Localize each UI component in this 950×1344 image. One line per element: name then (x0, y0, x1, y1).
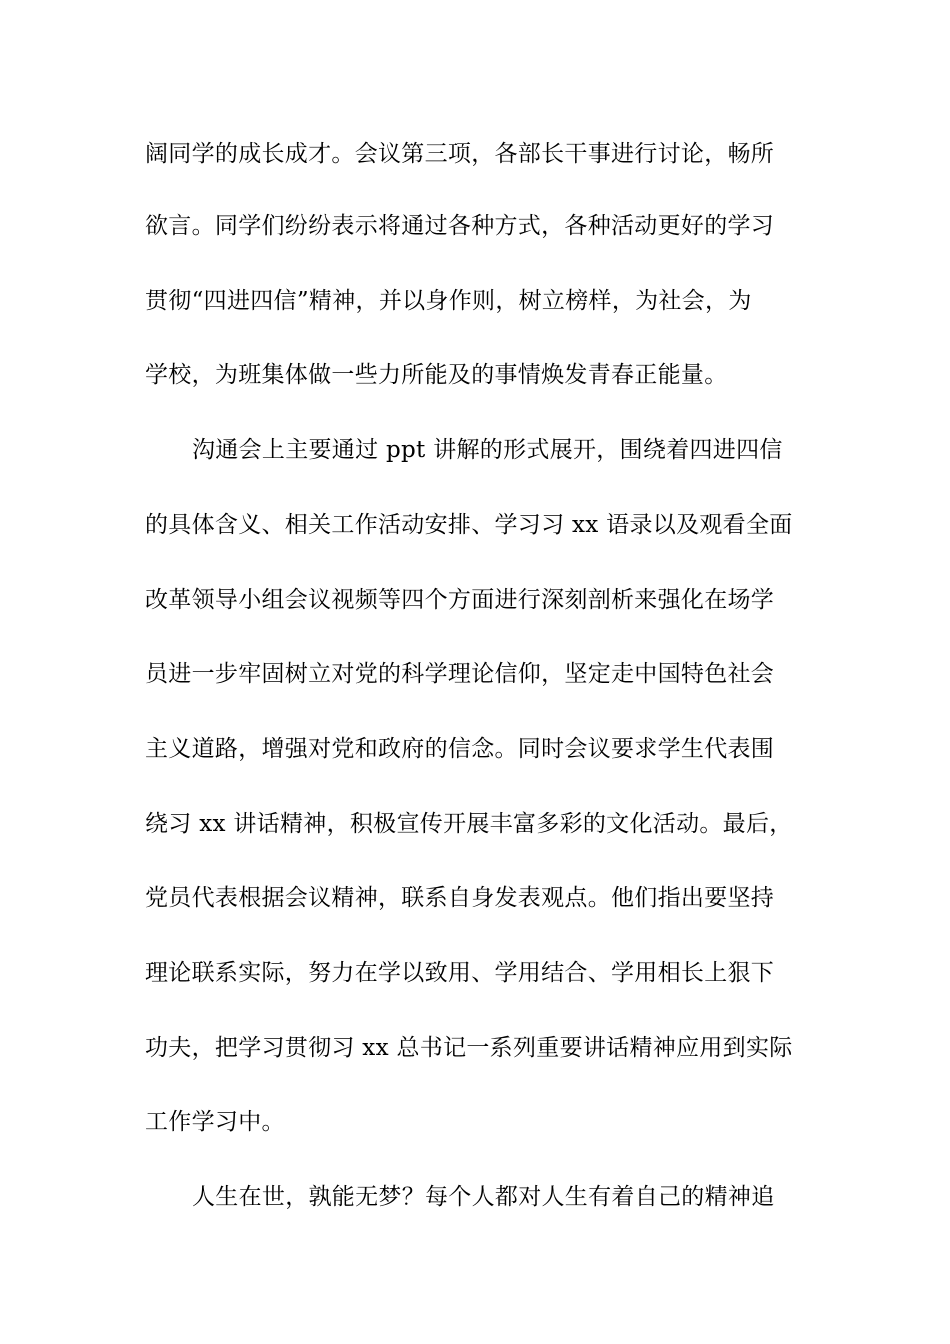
text-line: 改革领导小组会议视频等四个方面进行深刻剖析来强化在场学 (145, 587, 775, 613)
text-line: 的具体含义、相关工作活动安排、学习习 xx 语录以及观看全面 (145, 512, 793, 538)
text-line: 工作学习中。 (145, 1109, 285, 1135)
text-line: 欲言。同学们纷纷表示将通过各种方式，各种活动更好的学习 (145, 213, 775, 239)
text-line: 员进一步牢固树立对党的科学理论信仰，坚定走中国特色社会 (145, 661, 775, 687)
text-line: 主义道路，增强对党和政府的信念。同时会议要求学生代表围 (145, 736, 775, 762)
paragraph-first-line: 沟通会上主要通过 ppt 讲解的形式展开，围绕着四进四信 (192, 437, 783, 463)
text-line: 贯彻“四进四信”精神，并以身作则，树立榜样，为社会，为 (145, 288, 752, 314)
paragraph-first-line: 人生在世，孰能无梦？每个人都对人生有着自己的精神追 (192, 1184, 775, 1210)
text-line: 党员代表根据会议精神，联系自身发表观点。他们指出要坚持 (145, 885, 775, 911)
text-line: 阔同学的成长成才。会议第三项，各部长干事进行讨论，畅所 (145, 141, 775, 167)
text-line: 绕习 xx 讲话精神，积极宣传开展丰富多彩的文化活动。最后， (145, 811, 793, 837)
text-line: 学校，为班集体做一些力所能及的事情焕发青春正能量。 (145, 362, 728, 388)
text-line: 理论联系实际，努力在学以致用、学用结合、学用相长上狠下 (145, 960, 775, 986)
text-line: 功夫，把学习贯彻习 xx 总书记一系列重要讲话精神应用到实际 (145, 1035, 793, 1061)
